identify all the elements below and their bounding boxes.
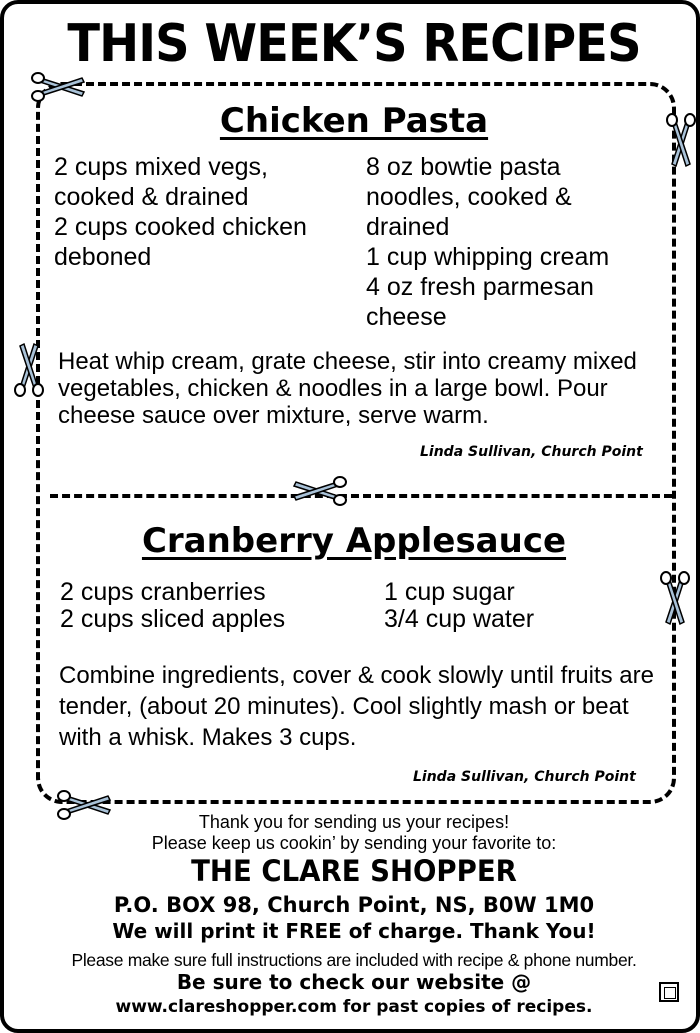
recipe-instructions: Combine ingredients, cover & cook slowly until fruits are tender, (about 20 minutes). Cool slightly mash or beat with a whisk. Makes 3 cups. <box>59 662 654 751</box>
recipe-title-chicken-pasta: Chicken Pasta <box>219 101 489 141</box>
recipe-credit: Linda Sullivan, Church Point <box>420 444 643 460</box>
ingredients-left: 2 cups cranberries 2 cups sliced apples <box>60 578 286 633</box>
scissors-icon <box>666 112 696 170</box>
website-call: Be sure to check our website @ <box>176 970 532 994</box>
dashed-divider <box>50 494 672 498</box>
ingredients-right: 1 cup sugar 3/4 cup water <box>384 578 535 633</box>
recipe-instructions: Heat whip cream, grate cheese, stir into creamy mixed vegetables, chicken & noodles in a large bowl. Pour cheese sauce over mixture, serve warm. <box>58 348 637 429</box>
checkbox-icon <box>659 982 679 1002</box>
ingredients-left: 2 cups mixed vegs, cooked & drained 2 cups cooked chicken deboned <box>54 153 307 271</box>
ingredients-right: 8 oz bowtie pasta noodles, cooked & drained 1 cup whipping cream 4 oz fresh parmesan cheese <box>366 153 610 331</box>
footer-thanks: Thank you for sending us your recipes! <box>198 812 510 832</box>
free-print-note: We will print it FREE of charge. Thank You! <box>112 919 596 943</box>
scissors-icon <box>14 340 44 398</box>
scissors-icon <box>660 570 690 628</box>
page-title: THIS WEEK’S RECIPES <box>67 14 641 74</box>
recipe-title-cranberry-applesauce: Cranberry Applesauce <box>141 521 567 561</box>
scissors-icon <box>290 476 348 506</box>
scissors-icon <box>30 72 88 102</box>
footer-keep-cookin: Please keep us cookin’ by sending your favorite to: <box>151 833 557 853</box>
instructions-note: Please make sure full instructions are included with recipe & phone number. <box>71 950 637 970</box>
website-link[interactable]: www.clareshopper.com for past copies of recipes. <box>115 997 593 1017</box>
recipe-credit: Linda Sullivan, Church Point <box>413 769 636 785</box>
shopper-name: THE CLARE SHOPPER <box>191 854 517 888</box>
shopper-address: P.O. BOX 98, Church Point, NS, B0W 1M0 <box>113 893 595 917</box>
